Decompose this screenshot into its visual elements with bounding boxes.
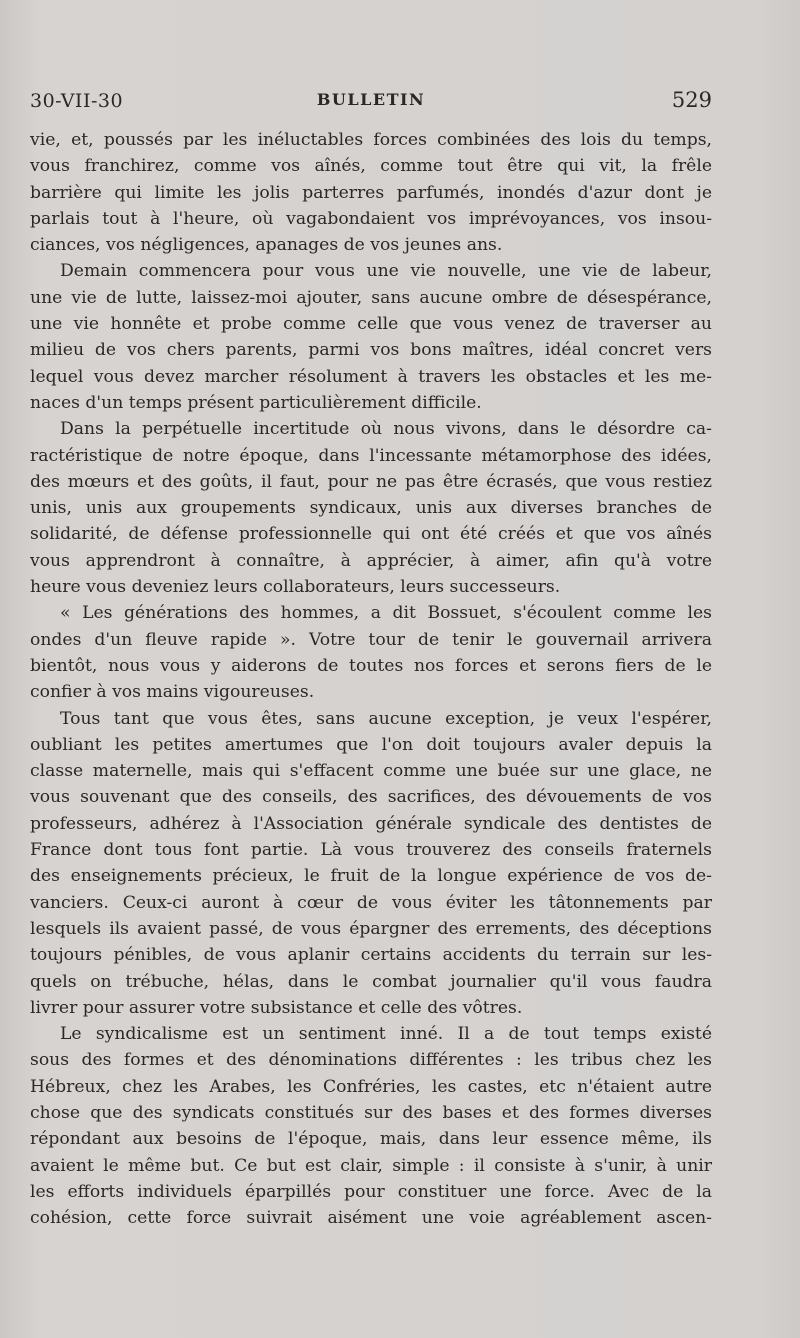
page-number: 529 <box>671 88 712 112</box>
text-line: Dans la perpétuelle incertitude où nous vivons, dans le désordre ca- <box>60 419 712 440</box>
text-line: chose que des syndicats constitués sur des bases et des formes diverses <box>30 1102 712 1123</box>
text-line: « Les générations des hommes, a dit Bossuet, s'écoulent comme les <box>60 603 712 624</box>
paragraph <box>30 1021 712 1231</box>
paragraph <box>30 706 712 1022</box>
text-line: confier à vos mains vigoureuses. <box>30 682 315 703</box>
text-line: ciances, vos négligences, apanages de vos jeunes ans. <box>30 235 503 256</box>
body-text <box>30 127 712 1231</box>
text-line: vous franchirez, comme vos aînés, comme tout être qui vit, la frêle <box>30 156 712 177</box>
text-line: livrer pour assurer votre subsistance et celle des vôtres. <box>30 997 523 1018</box>
text-line: vous souvenant que des conseils, des sacrifices, des dévouements de vos <box>30 787 712 808</box>
text-line: quels on trébuche, hélas, dans le combat journalier qu'il vous faudra <box>30 971 712 992</box>
header-title: BULLETIN <box>316 90 426 109</box>
text-line: cohésion, cette force suivrait aisément une voie agréablement ascen- <box>30 1208 712 1229</box>
text-line: solidarité, de défense professionnelle qui ont été créés et que vos aînés <box>30 524 712 545</box>
text-line: vie, et, poussés par les inéluctables forces combinées des lois du temps, <box>30 130 712 150</box>
text-line: vous apprendront à connaître, à apprécier, à aimer, afin qu'à votre <box>30 550 712 571</box>
paragraph <box>30 600 712 705</box>
text-line: classe maternelle, mais qui s'effacent comme une buée sur une glace, ne <box>30 761 712 782</box>
text-line: oubliant les petites amertumes que l'on doit toujours avaler depuis la <box>30 734 712 755</box>
header-date: 30-VII-30 <box>30 90 124 112</box>
text-line: des enseignements précieux, le fruit de la longue expérience de vos de- <box>30 866 712 887</box>
text-line: des mœurs et des goûts, il faut, pour ne pas être écrasés, que vous restiez <box>30 471 712 492</box>
text-line: Hébreux, chez les Arabes, les Confréries, les castes, etc n'étaient autre <box>30 1076 712 1097</box>
paragraph <box>30 416 712 600</box>
text-line: heure vous deveniez leurs collaborateurs, leurs successeurs. <box>30 577 561 598</box>
text-line: Demain commencera pour vous une vie nouvelle, une vie de labeur, <box>60 261 712 282</box>
text-line: Tous tant que vous êtes, sans aucune exception, je veux l'espérer, <box>60 708 712 729</box>
text-line: naces d'un temps présent particulièrement difficile. <box>30 392 482 413</box>
text-line: parlais tout à l'heure, où vagabondaient vos imprévoyances, vos insou- <box>30 208 712 229</box>
text-line: les efforts individuels éparpillés pour constituer une force. Avec de la <box>30 1181 712 1202</box>
text-line: lequel vous devez marcher résolument à travers les obstacles et les me- <box>30 366 712 387</box>
text-line: ondes d'un fleuve rapide ». Votre tour de tenir le gouvernail arrivera <box>30 629 712 650</box>
text-line: lesquels ils avaient passé, de vous épargner des errements, des déceptions <box>30 918 712 939</box>
text-line: unis, unis aux groupements syndicaux, unis aux diverses branches de <box>30 498 712 519</box>
text-line: bientôt, nous vous y aiderons de toutes nos forces et serons fiers de le <box>30 655 712 676</box>
text-line: sous des formes et des dénominations différentes : les tribus chez les <box>30 1050 712 1071</box>
text-line: barrière qui limite les jolis parterres parfumés, inondés d'azur dont je <box>30 182 712 203</box>
paragraph <box>30 127 712 258</box>
text-line: une vie de lutte, laissez-moi ajouter, sans aucune ombre de désespérance, <box>30 287 712 308</box>
text-line: avaient le même but. Ce but est clair, simple : il consiste à s'unir, à unir <box>30 1155 712 1176</box>
text-line: Le syndicalisme est un sentiment inné. Il a de tout temps existé <box>60 1024 712 1045</box>
text-line: toujours pénibles, de vous aplanir certains accidents du terrain sur les- <box>30 945 712 966</box>
text-line: professeurs, adhérez à l'Association générale syndicale des dentistes de <box>30 813 712 834</box>
page-header <box>30 86 712 116</box>
text-line: milieu de vos chers parents, parmi vos bons maîtres, idéal concret vers <box>30 340 712 361</box>
text-line: ractéristique de notre époque, dans l'incessante métamorphose des idées, <box>30 445 712 466</box>
paragraph <box>30 258 712 416</box>
text-line: France dont tous font partie. Là vous trouverez des conseils fraternels <box>30 840 712 861</box>
text-line: répondant aux besoins de l'époque, mais, dans leur essence même, ils <box>30 1129 712 1150</box>
text-line: une vie honnête et probe comme celle que vous venez de traverser au <box>30 314 712 335</box>
text-line: vanciers. Ceux-ci auront à cœur de vous éviter les tâtonnements par <box>30 892 712 913</box>
